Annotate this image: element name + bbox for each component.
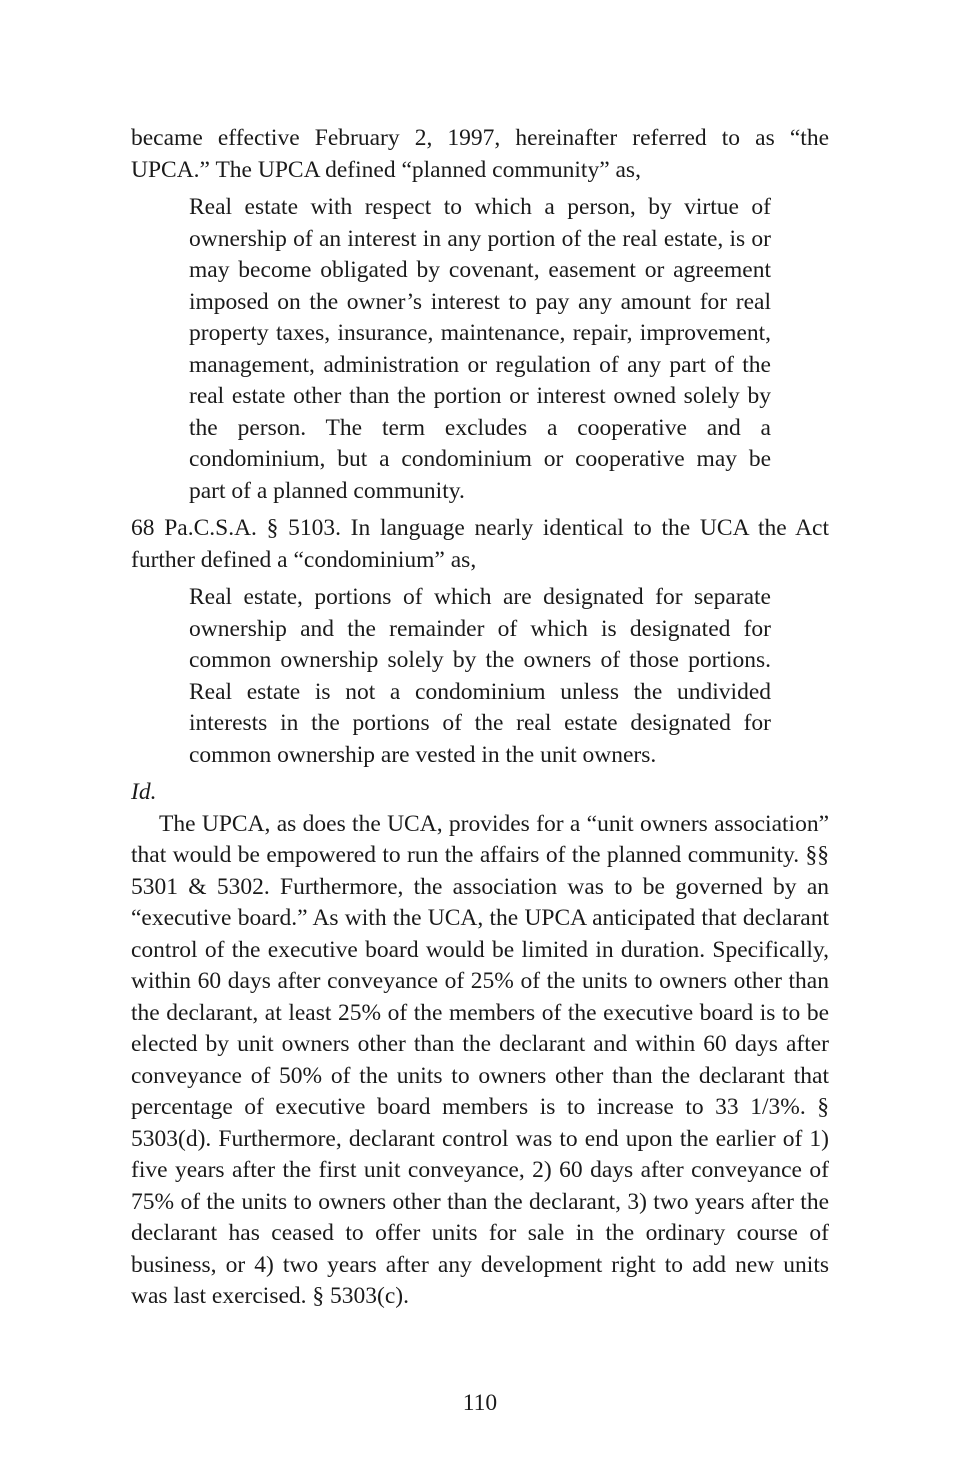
body-paragraph: The UPCA, as does the UCA, provides for a “unit owners association” that would be empowered to run the affairs of the planned community. §§ 5301 & 5302. Furthermore, the association was to be governed by an “executive board.” As with the UCA, the UPCA anticipated that declarant control of the executive board would be limited in duration. Specifically, within 60 days after conveyance of 25% of the units to owners other than the declarant, at least 25% of the members of the executive board is to be elected by unit owners other than the declarant and within 60 days after conveyance of 50% of the units to owners other than the declarant that percentage of executive board members is to increase to 33 1/3%. § 5303(d). Furthermore, declarant control was to end upon the earlier of 1) five years after the first unit conveyance, 2) 60 days after conveyance of 75% of the units to owners other than the declarant, 3) two years after the declarant has ceased to offer units for sale in the ordinary course of business, or 4) two years after any development right to add new units was last exercised. § 5303(c). — [131, 810, 829, 1309]
citation-paragraph: 68 Pa.C.S.A. § 5103. In language nearly identical to the UCA the Act further defined a “condominium” as, — [131, 515, 829, 573]
intro-paragraph: became effective February 2, 1997, hereinafter referred to as “the UPCA.” The UPCA defined “planned community” as, — [131, 125, 829, 183]
page-body — [131, 123, 829, 1313]
planned-community-quote: Real estate with respect to which a person, by virtue of ownership of an interest in any portion of the real estate, is or may become obligated by covenant, easement or agreement imposed on the owner’s interest to pay any amount for real property taxes, insurance, maintenance, repair, improvement, management, administration or regulation of any part of the real estate other than the portion or interest owned solely by the person. The term excludes a cooperative and a condominium, but a condominium or cooperative may be part of a planned community. — [189, 194, 771, 504]
id-citation: Id. — [131, 779, 157, 805]
condominium-quote: Real estate, portions of which are designated for separate ownership and the remainder of which is designated for common ownership solely by the owners of those portions. Real estate is not a condominium unless the undivided interests in the portions of the real estate designated for common ownership are vested in the unit owners. — [189, 584, 771, 768]
page-number: 110 — [462, 1390, 498, 1416]
